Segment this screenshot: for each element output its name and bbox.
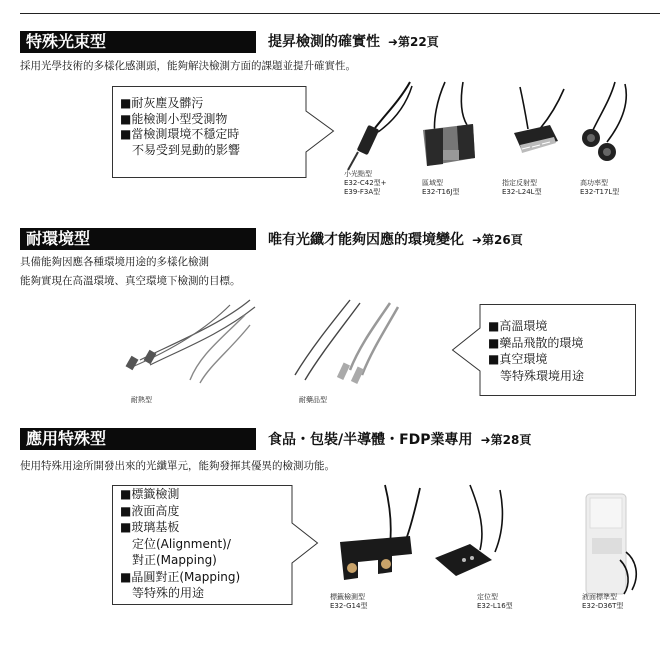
section-2-headline <box>268 230 523 250</box>
bullet-item: 等特殊環境用途 <box>488 368 585 383</box>
label-detection-fiber-image <box>330 480 430 590</box>
bullet-item: ■能檢測小型受測物 <box>120 111 228 126</box>
limited-reflective-fiber-image <box>500 85 575 175</box>
section-2-page-ref[interactable]: ➜第26頁 <box>472 233 523 247</box>
product-caption <box>580 179 619 197</box>
product-model: E32-L24L型 <box>502 188 542 196</box>
bullet-item: ■當檢測環境不穩定時 <box>120 127 240 141</box>
section-3-headline-text: 食品・包裝/半導體・FDP業專用 <box>268 432 473 448</box>
bullet-item: 不易受到晃動的影響 <box>120 142 241 157</box>
section-2-headline-text: 唯有光纖才能夠因應的環境變化 <box>268 232 464 248</box>
section-3-bullet-list <box>120 486 240 602</box>
product-model: E32-C42型+ <box>344 179 387 187</box>
top-rule <box>20 13 660 14</box>
section-1-band: 特殊光束型 <box>20 31 256 53</box>
small-spot-fiber-image <box>340 80 420 175</box>
section-1-headline-text: 提昇檢測的確實性 <box>268 34 380 50</box>
bullet-item: ■高溫環境 <box>488 319 548 333</box>
section-3-page-ref[interactable]: ➜第28頁 <box>480 433 532 447</box>
product-caption <box>344 170 387 197</box>
product-model: E32-D36T型 <box>582 602 624 610</box>
product-caption <box>477 593 513 611</box>
product-model: E39-F3A型 <box>344 188 381 196</box>
product-name: 液面標準型 <box>582 593 617 601</box>
product-name: 高功率型 <box>580 179 608 187</box>
bullet-item: 等特殊的用途 <box>120 586 205 600</box>
bullet-item: ■耐灰塵及髒污 <box>120 96 204 110</box>
bullet-item: ■藥品飛散的環境 <box>488 335 584 350</box>
product-model: E32-L16型 <box>477 602 513 610</box>
product-name: 區域型 <box>422 179 443 187</box>
bullet-item: 定位(Alignment)/ <box>120 536 231 551</box>
positioning-fiber-image <box>430 480 530 590</box>
section-1-headline <box>268 32 439 52</box>
section-2-band: 耐環境型 <box>20 228 256 250</box>
section-1-bullet-list <box>120 96 240 158</box>
product-caption <box>422 179 459 197</box>
product-model: E32-G14型 <box>330 602 368 610</box>
product-name: 耐藥品型 <box>299 396 327 404</box>
product-caption <box>299 396 327 405</box>
product-name: 小光點型 <box>344 170 372 178</box>
product-model: E32-T16J型 <box>422 188 460 196</box>
heat-resistant-fiber-image <box>110 295 260 390</box>
bullet-item: ■液面高度 <box>120 503 180 518</box>
section-1-page-ref[interactable]: ➜第22頁 <box>388 35 439 49</box>
product-caption <box>330 593 367 611</box>
bullet-item: 對正(Mapping) <box>120 553 217 567</box>
chemical-resistant-fiber-image <box>280 295 405 390</box>
product-name: 耐熱型 <box>131 396 152 404</box>
product-caption <box>131 396 152 405</box>
section-2-desc-line-2: 能夠實現在高溫環境、真空環境下檢測的目標。 <box>20 275 241 287</box>
bullet-item: ■玻璃基板 <box>120 520 180 534</box>
bullet-item: ■真空環境 <box>488 352 548 366</box>
section-2-bullet-list <box>488 318 584 384</box>
high-power-fiber-image <box>575 80 660 175</box>
section-1-desc: 採用光學技術的多樣化感測頭，能夠解決檢測方面的課題並提升確實性。 <box>20 60 356 72</box>
section-3-desc: 使用特殊用途所開發出來的光纖單元，能夠發揮其優異的檢測功能。 <box>20 460 335 472</box>
product-name: 定位型 <box>477 593 498 601</box>
product-model: E32-T17L型 <box>580 188 620 196</box>
liquid-level-fiber-image <box>570 490 650 600</box>
section-2-desc-line-1: 具備能夠因應各種環境用途的多樣化檢測 <box>20 256 209 268</box>
product-caption <box>582 593 623 611</box>
bullet-item: ■晶圓對正(Mapping) <box>120 569 241 584</box>
area-fiber-image <box>415 80 500 175</box>
bullet-item: ■標籤檢測 <box>120 487 180 501</box>
product-caption <box>502 179 542 197</box>
section-3-band: 應用特殊型 <box>20 428 256 450</box>
product-name: 標籤檢測型 <box>330 593 365 601</box>
section-3-headline <box>268 430 531 450</box>
product-name: 指定反射型 <box>502 179 537 187</box>
